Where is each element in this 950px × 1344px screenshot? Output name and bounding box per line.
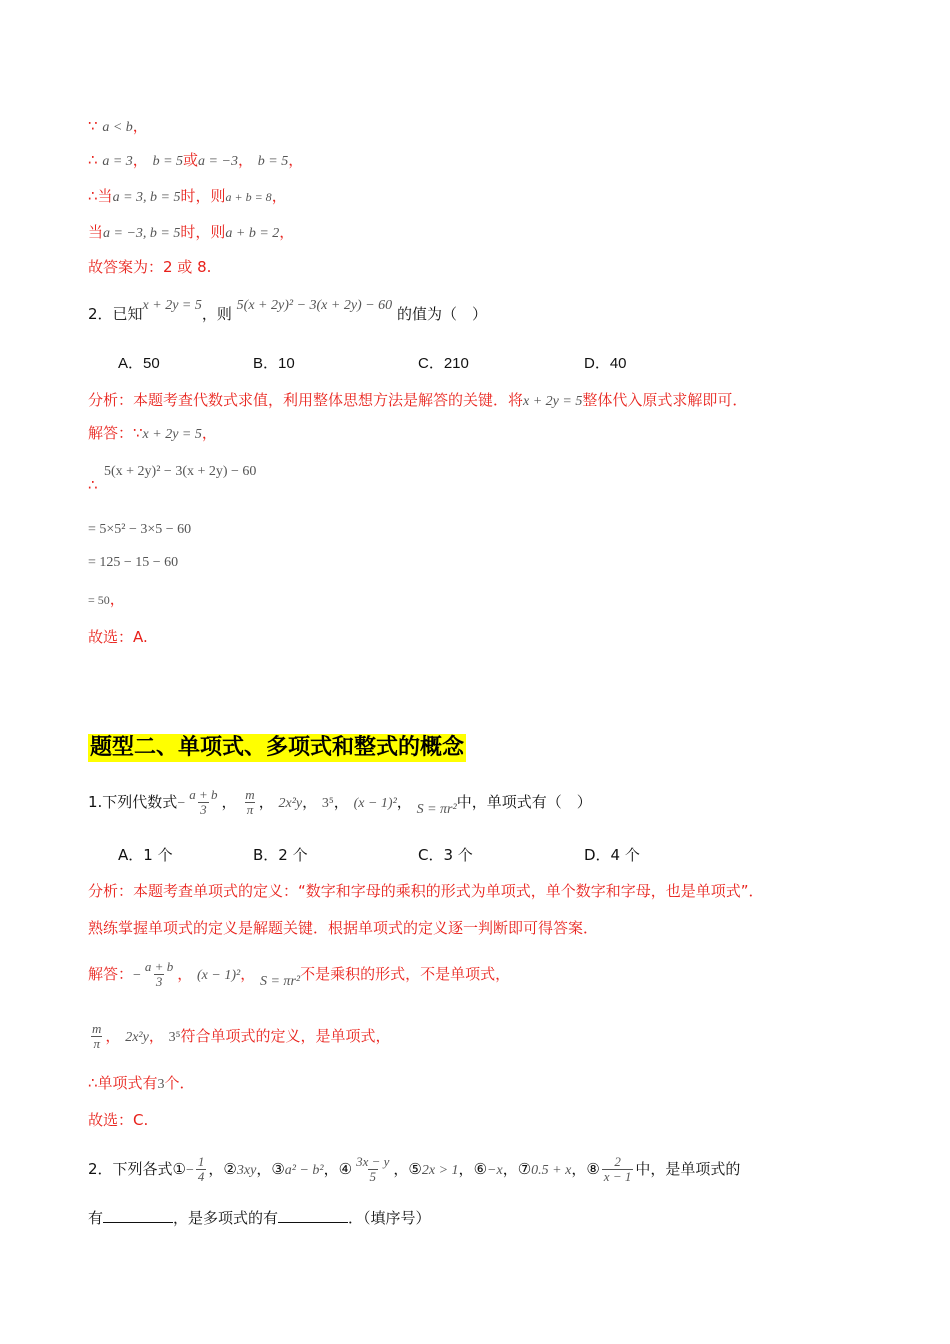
denominator: π xyxy=(246,802,254,817)
fraction xyxy=(90,1022,103,1051)
numerator: a + b xyxy=(144,959,174,974)
then-text: 时，则 xyxy=(180,187,226,205)
question-3-options xyxy=(88,843,878,867)
analysis-text: 分析：本题考查代数式求值，利用整体思想方法是解答的关键．将 xyxy=(88,391,524,409)
reason-line-4 xyxy=(88,220,294,246)
punct: ， xyxy=(571,1160,587,1178)
answer-line: 故答案为：2 或 8. xyxy=(88,258,212,276)
math-expr: a = −3 xyxy=(198,154,238,169)
item-marker: ③ xyxy=(271,1160,285,1178)
math-expr: 3 xyxy=(157,1077,165,1092)
item-marker: ⑤ xyxy=(408,1160,422,1178)
denominator: 3 xyxy=(200,802,207,817)
question-prefix: 2．已知 xyxy=(88,305,143,323)
polynomial-answer-blank[interactable] xyxy=(278,1208,348,1223)
math-expr: 3⁵ xyxy=(168,1030,181,1045)
therefore-symbol: ∴ xyxy=(88,151,98,169)
option-a[interactable]: A．1 个 xyxy=(118,846,173,864)
math-expr: a + b = 8 xyxy=(225,190,272,204)
question-suffix: 的值为（ ） xyxy=(396,305,487,323)
math-expr: x + 2y = 5 xyxy=(142,298,202,313)
punct: ， xyxy=(256,1160,272,1178)
punct: ， xyxy=(109,590,125,608)
punct: ， xyxy=(105,1027,121,1045)
punct: ， xyxy=(271,187,287,205)
minus-sign: − xyxy=(133,968,141,983)
punct: ， xyxy=(279,223,295,241)
punct: ， xyxy=(393,1160,409,1178)
denominator: π xyxy=(93,1036,100,1051)
item-marker: ① xyxy=(172,1160,186,1178)
question-mid: ，则 xyxy=(201,305,232,323)
punct: ， xyxy=(333,793,349,811)
option-d[interactable]: D．40 xyxy=(584,355,627,372)
math-expr: S = πr² xyxy=(416,802,457,817)
punct: ， xyxy=(288,151,304,169)
solution-step-3 xyxy=(88,587,125,612)
math-expr: −x xyxy=(487,1163,503,1178)
math-expr: a² − b² xyxy=(284,1163,324,1178)
item-marker: ⑧ xyxy=(586,1160,600,1178)
option-a[interactable]: A．50 xyxy=(118,355,160,372)
because-symbol: ∵ xyxy=(88,117,98,135)
choice-line: 故选：A. xyxy=(88,628,148,646)
therefore-symbol: ∴ xyxy=(88,187,98,205)
reason-line-1 xyxy=(88,114,148,140)
solution-expr xyxy=(88,458,256,484)
option-c[interactable]: C．3 个 xyxy=(418,846,473,864)
choice-line: 故选：C. xyxy=(88,1111,149,1129)
punct: ， xyxy=(323,1160,339,1178)
question-prefix: 2．下列各式 xyxy=(88,1160,173,1178)
math-expr: a = 3, b = 5 xyxy=(112,190,181,205)
item-marker: ⑦ xyxy=(517,1160,532,1178)
solution-text: ∴单项式有 xyxy=(88,1074,158,1092)
or-text: 或 xyxy=(183,151,199,169)
item-marker: ⑥ xyxy=(473,1160,488,1178)
solution-label: 解答：∵ xyxy=(88,424,143,442)
solution-text: 个． xyxy=(164,1074,195,1092)
denominator: 3 xyxy=(155,974,163,989)
punct: ， xyxy=(502,1160,518,1178)
analysis-line-1: 分析：本题考查单项式的定义：“数字和字母的乘积的形式为单项式，单个数字和字母，也是单项式”． xyxy=(88,882,764,900)
then-text: 时，则 xyxy=(180,223,226,241)
solution-text: 不是乘积的形式，不是单项式， xyxy=(300,965,511,983)
math-expr: (x − 1)² xyxy=(353,796,397,811)
monomial-answer-blank[interactable] xyxy=(103,1208,173,1223)
when-text: 当 xyxy=(88,223,104,241)
therefore-symbol: ∴ xyxy=(88,476,98,494)
denominator: 5 xyxy=(369,1169,376,1184)
solution-step-2: = 125 − 15 − 60 xyxy=(88,555,179,570)
section-heading: 题型二、单项式、多项式和整式的概念 xyxy=(90,735,465,760)
minus-sign: − xyxy=(177,796,186,811)
math-expr: a = −3, b = 5 xyxy=(103,226,181,241)
when-text: 当 xyxy=(97,187,113,205)
punct: ， xyxy=(208,1160,224,1178)
numerator: m xyxy=(245,787,255,802)
solution-line-3 xyxy=(88,1071,195,1097)
math-expr: a + b = 2 xyxy=(225,226,280,241)
math-expr: 0.5 + x xyxy=(531,1163,572,1178)
option-c[interactable]: C．210 xyxy=(418,355,469,372)
reason-line-3 xyxy=(88,184,287,210)
math-expr: 2x²y xyxy=(278,796,303,811)
math-expr: 2x > 1 xyxy=(421,1163,459,1178)
numerator: 2 xyxy=(614,1154,621,1169)
fraction xyxy=(143,960,175,989)
math-expr: = 50 xyxy=(88,593,110,607)
fraction xyxy=(354,1155,391,1184)
math-expr: x + 2y = 5 xyxy=(142,427,202,442)
math-expr: 3xy xyxy=(236,1163,257,1178)
question-4 xyxy=(88,1147,740,1191)
punct: ， xyxy=(221,793,237,811)
question-2-options xyxy=(88,352,878,376)
math-expr: S = πr² xyxy=(259,974,301,989)
math-expr: a < b xyxy=(102,120,133,135)
math-expr: 2x²y xyxy=(125,1030,149,1045)
math-expr: b = 5 xyxy=(257,154,289,169)
math-expr: b = 5 xyxy=(152,154,184,169)
numerator: 1 xyxy=(197,1154,205,1169)
question-suffix: 中，单项式有（ ） xyxy=(456,793,592,811)
punct: ， xyxy=(458,1160,474,1178)
punct: ， xyxy=(396,793,412,811)
solution-label: 解答： xyxy=(88,965,134,983)
math-expr: x + 2y = 5 xyxy=(523,394,583,409)
math-expr: 3⁵ xyxy=(321,796,334,811)
item-marker: ② xyxy=(223,1160,237,1178)
punct: ， xyxy=(258,793,274,811)
option-d[interactable]: D．4 个 xyxy=(584,846,640,864)
reason-line-2 xyxy=(88,148,303,174)
solution-step-1: = 5×5² − 3×5 − 60 xyxy=(88,522,192,537)
punct: ， xyxy=(240,965,256,983)
analysis-text: 整体代入原式求解即可． xyxy=(582,391,748,409)
math-expr: (x − 1)² xyxy=(197,968,241,983)
question-suffix: 中，是单项式的 xyxy=(635,1160,741,1178)
denominator: 4 xyxy=(197,1169,205,1184)
punct: ， xyxy=(302,793,318,811)
punct: ， xyxy=(177,965,193,983)
question-text: ．（填序号） xyxy=(348,1209,431,1227)
fraction xyxy=(187,788,219,817)
question-4-line-2 xyxy=(88,1206,431,1230)
math-expr: 5(x + 2y)² − 3(x + 2y) − 60 xyxy=(104,464,257,479)
question-text: ，是多项式的有 xyxy=(173,1209,279,1227)
option-b[interactable]: B．2 个 xyxy=(253,846,308,864)
analysis-line-2: 熟练掌握单项式的定义是解题关键．根据单项式的定义逐一判断即可得答案． xyxy=(88,919,599,937)
punct: ， xyxy=(148,1027,164,1045)
option-b[interactable]: B．10 xyxy=(253,355,295,372)
fraction xyxy=(243,788,256,817)
solution-text: 符合单项式的定义，是单项式， xyxy=(180,1027,391,1045)
solution-line-1 xyxy=(88,952,510,996)
item-marker: ④ xyxy=(338,1160,353,1178)
question-2 xyxy=(88,298,487,328)
analysis-line xyxy=(88,388,747,414)
question-prefix: 1.下列代数式 xyxy=(88,793,178,811)
numerator: 3x − y xyxy=(356,1154,390,1169)
solution-line-2 xyxy=(88,1014,391,1058)
punct: ， xyxy=(201,424,217,442)
question-text: 有 xyxy=(88,1209,104,1227)
numerator: a + b xyxy=(189,787,218,802)
question-3 xyxy=(88,782,592,822)
minus-sign: − xyxy=(186,1163,194,1178)
punct: ， xyxy=(132,117,148,135)
numerator: m xyxy=(92,1021,102,1036)
math-expr: a = 3 xyxy=(102,154,133,169)
punct: ， xyxy=(237,151,253,169)
fraction xyxy=(196,1155,207,1184)
denominator: x − 1 xyxy=(603,1169,632,1184)
punct: ， xyxy=(132,151,148,169)
solution-line xyxy=(88,421,217,447)
math-expr: 5(x + 2y)² − 3(x + 2y) − 60 xyxy=(236,298,393,313)
fraction xyxy=(602,1155,634,1184)
